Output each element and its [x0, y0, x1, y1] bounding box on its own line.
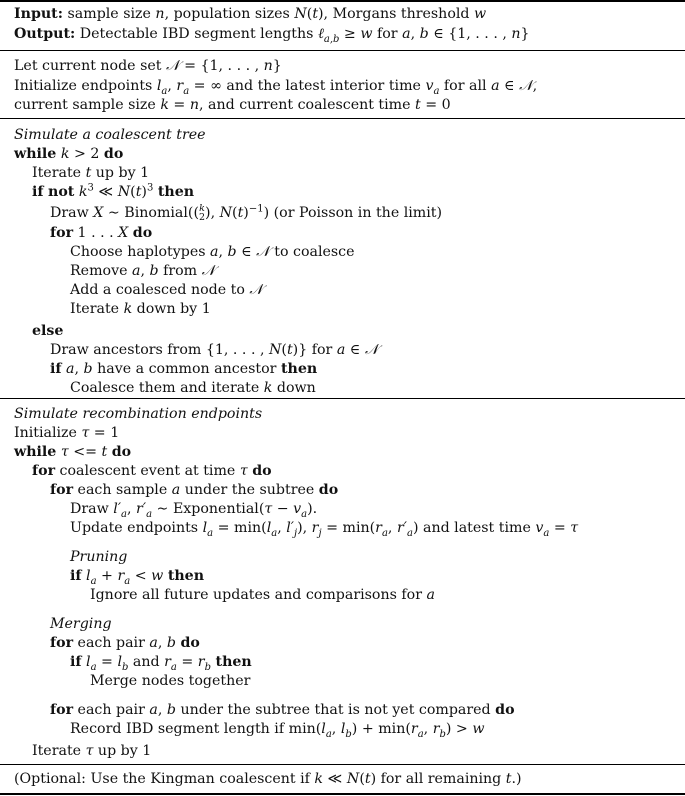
else-line: else — [32, 323, 64, 339]
for-each-pair-subtree-line: for each pair a, b under the subtree that is not yet compared do — [50, 702, 515, 718]
input-text: sample size n, population sizes N(t), Morgans threshold w — [67, 6, 487, 22]
footer-note: (Optional: Use the Kingman coalescent if k ≪ N(t) for all remaining t.) — [14, 771, 522, 787]
bottom-rule — [0, 793, 685, 795]
iterate-k-line: Iterate k down by 1 — [70, 301, 211, 317]
init-tau-line: Initialize τ = 1 — [14, 425, 120, 441]
output-text: Detectable IBD segment lengths ℓ$_{a,b}$ ≥ w for a, b ∈ {1, . . . , n} — [79, 26, 530, 45]
init-line-2: Initialize endpoints $l_a$, $r_a$ = ∞ and the latest interior time $v_a$ for all a ∈ 𝒩, — [14, 78, 538, 97]
merge-nodes-line: Merge nodes together — [90, 673, 251, 689]
if-not-line: if not $k^3$ ≪ $N(t)^3$ then — [32, 182, 195, 200]
pruning-title: Pruning — [70, 549, 128, 565]
while-tau-line: while τ <= t do — [14, 444, 132, 460]
init-line-3: current sample size k = n, and current coalescent time t = 0 — [14, 97, 451, 113]
if-common-ancestor-line: if a, b have a common ancestor then — [50, 361, 318, 377]
output-line — [14, 25, 530, 43]
rule-after-io — [0, 50, 685, 51]
iterate-tau-line: Iterate τ up by 1 — [32, 743, 152, 759]
choose-haplotypes-line: Choose haplotypes a, b ∈ 𝒩 to coalesce — [70, 244, 355, 260]
for-coalescent-event-line: for coalescent event at time τ do — [32, 463, 272, 479]
for-each-sample-line: for each sample a under the subtree do — [50, 482, 339, 498]
coalesce-line: Coalesce them and iterate k down — [70, 380, 316, 396]
rule-after-section1 — [0, 398, 685, 399]
for-each-pair-line: for each pair a, b do — [50, 635, 200, 651]
iterate-t-line: Iterate t up by 1 — [32, 165, 150, 181]
while-k-line: while k > 2 do — [14, 146, 124, 162]
draw-ancestors-line: Draw ancestors from {1, . . . , N(t)} for a ∈ 𝒩 — [50, 342, 379, 358]
ignore-updates-line: Ignore all future updates and comparisons for a — [90, 587, 435, 603]
draw-exponential-line: Draw $l'_a$, $r'_a$ ∼ Exponential(τ − $v_a$). — [70, 501, 318, 520]
init-line-1: Let current node set 𝒩 = {1, . . . , n} — [14, 58, 282, 74]
record-ibd-line: Record IBD segment length if $\min(l_a$, $l_b) + \min(r_a$, $r_b) > w$ — [70, 721, 485, 740]
draw-binomial-line: Draw X ∼ Binomial(( k 2 ), $N(t)^{-1}$) (or Poisson in the limit) — [50, 203, 443, 223]
for-X-line: for 1 . . . X do — [50, 225, 153, 241]
remove-line: Remove a, b from 𝒩 — [70, 263, 216, 279]
if-pruning-line: if $l_a + r_a < w$ then — [70, 568, 205, 587]
section1-title: Simulate a coalescent tree — [14, 127, 206, 143]
update-endpoints-line: Update endpoints $l_a = \min(l_a$, $l'_j$), $r_j = \min(r_a$, $r'_a$) and latest time $v_a = \tau$ — [70, 520, 579, 539]
merging-title: Merging — [50, 616, 112, 632]
add-node-line: Add a coalesced node to 𝒩 — [70, 282, 263, 298]
section2-title: Simulate recombination endpoints — [14, 406, 263, 422]
input-line — [14, 5, 486, 23]
rule-after-init — [0, 118, 685, 119]
rule-after-section2 — [0, 764, 685, 765]
input-label: Input: — [14, 6, 63, 22]
top-rule — [0, 0, 685, 2]
output-label: Output: — [14, 26, 76, 42]
if-merge-line: if $l_a = l_b$ and $r_a = r_b$ then — [70, 654, 252, 673]
